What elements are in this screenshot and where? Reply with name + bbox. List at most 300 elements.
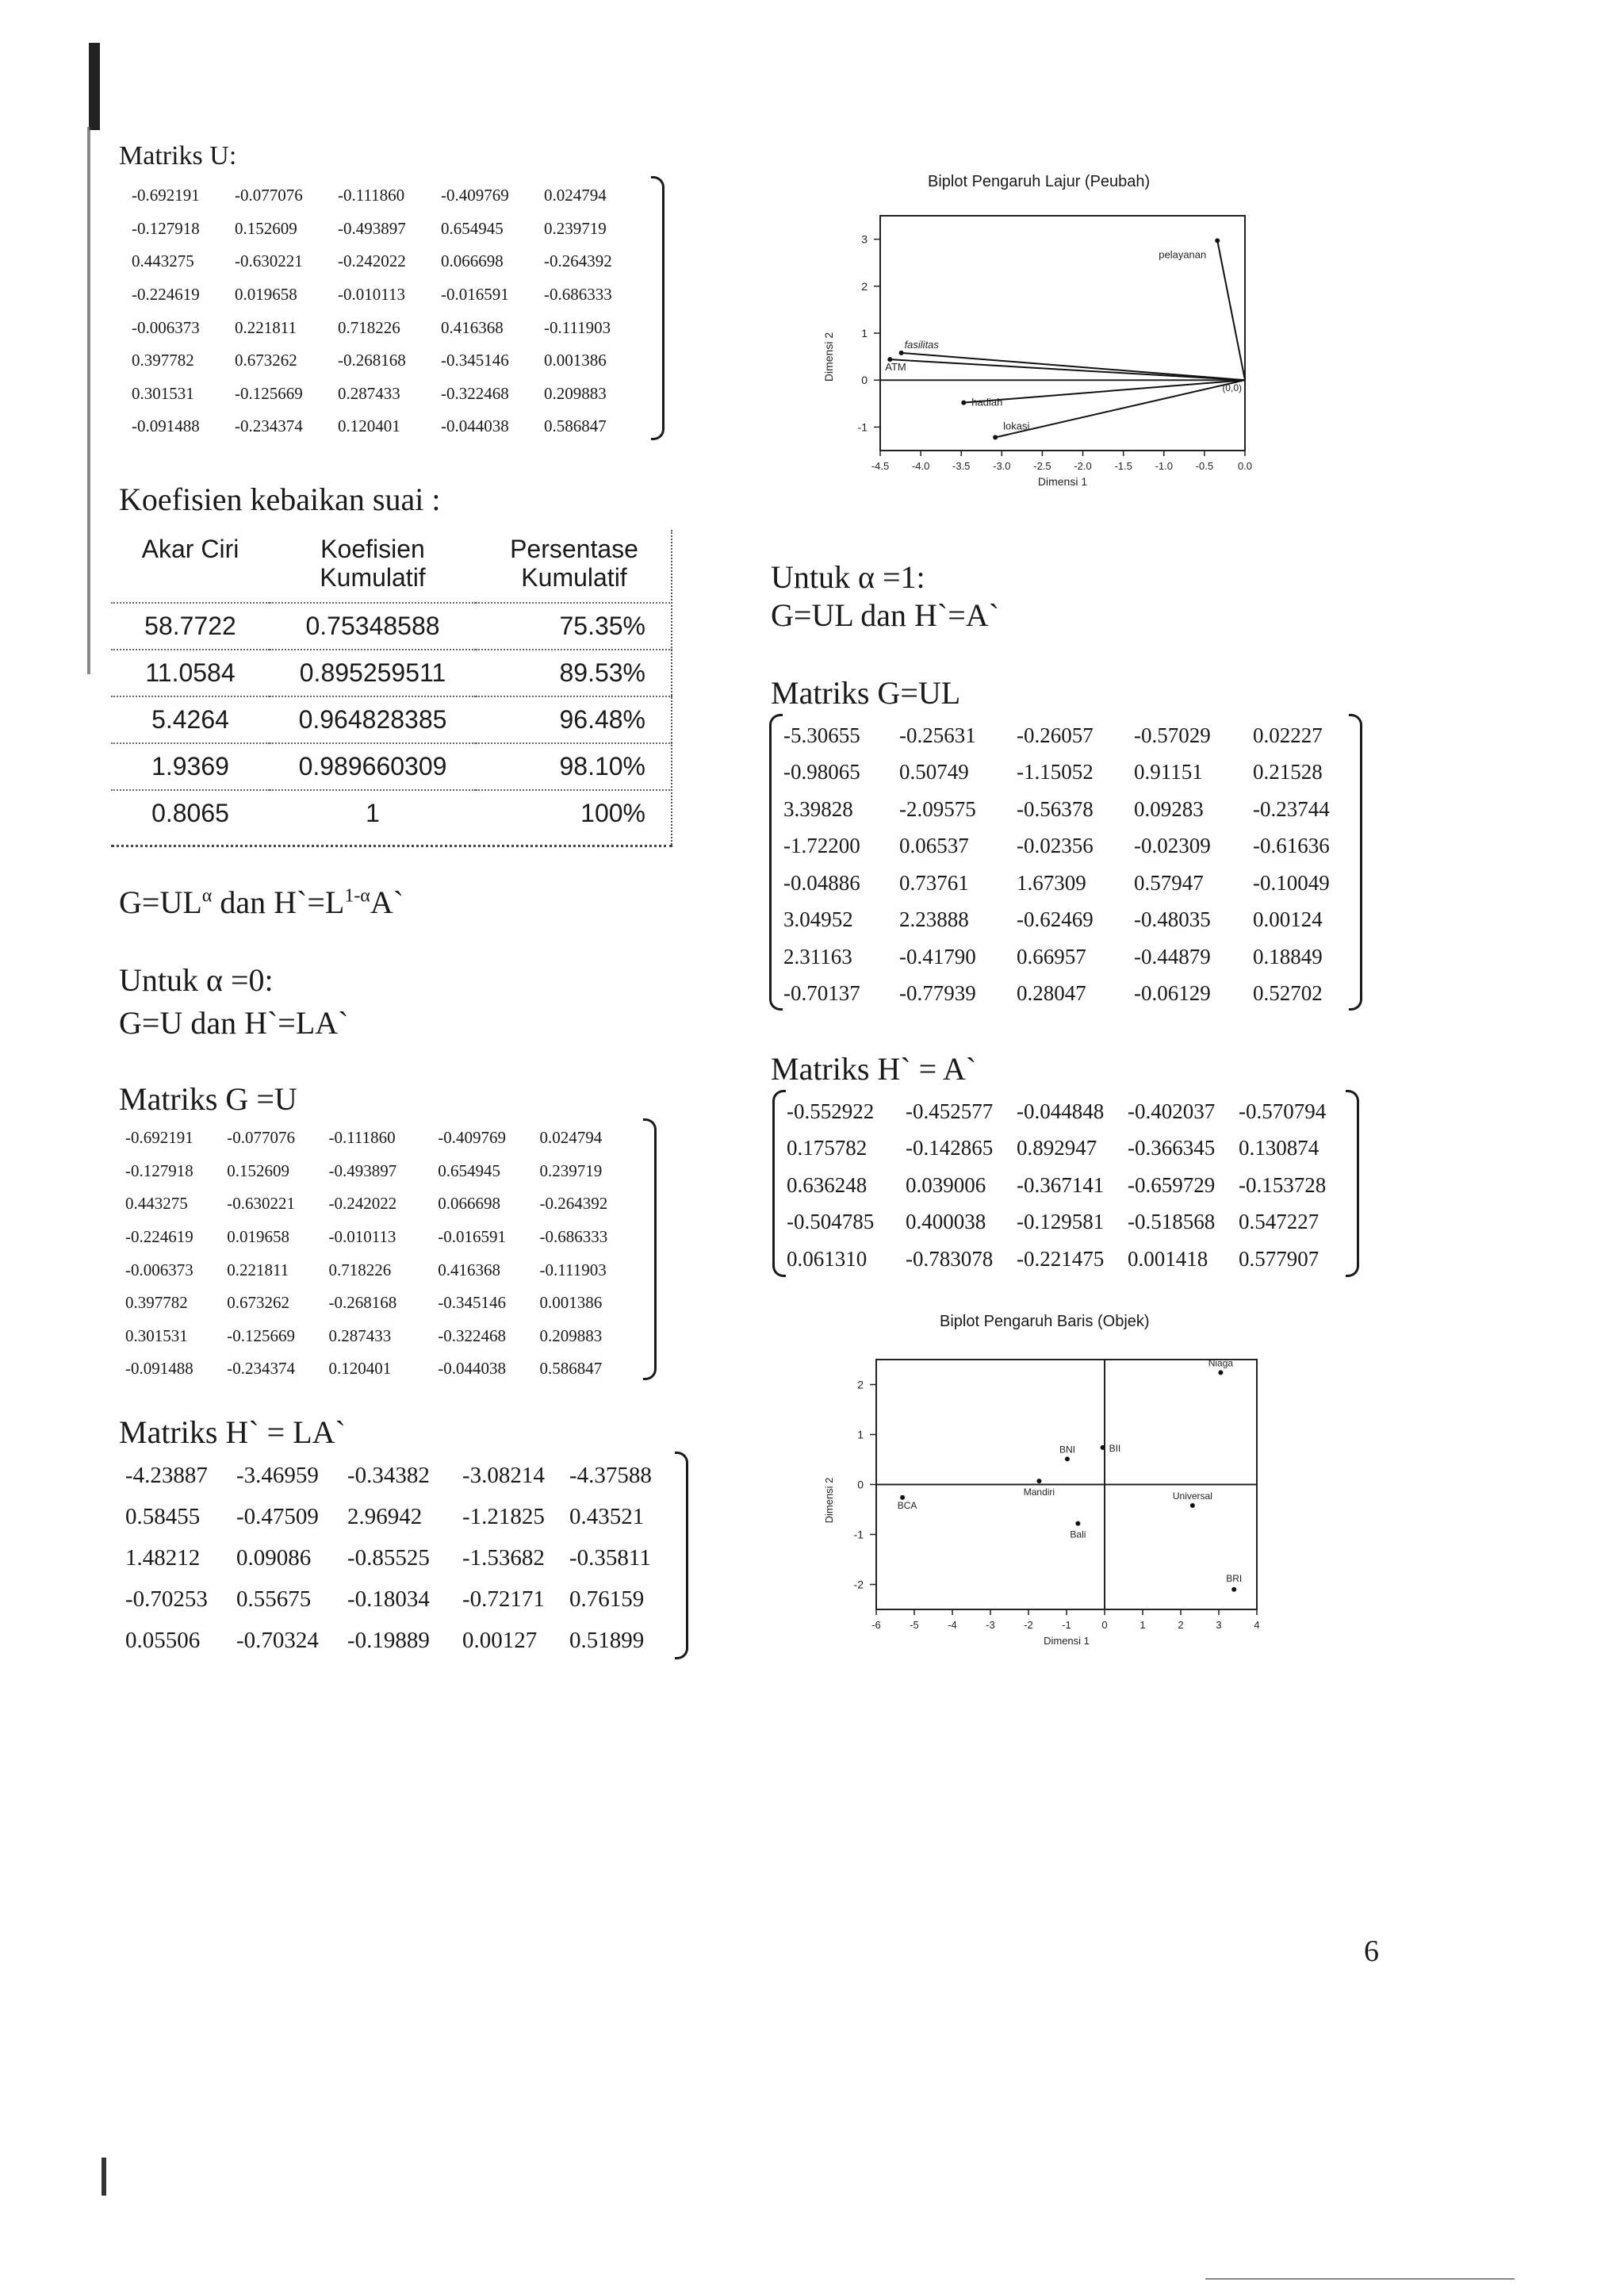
matrix-cell: 0.05506 xyxy=(125,1627,201,1653)
vector-ATM xyxy=(890,359,1245,380)
matrix-cell: 0.019658 xyxy=(235,285,297,305)
point-label-universal: Universal xyxy=(1172,1490,1212,1502)
matrix-cell: 0.209883 xyxy=(539,1325,603,1345)
matrix-cell: 0.586847 xyxy=(544,416,607,436)
point-bali xyxy=(1075,1521,1080,1526)
koefisien-cell: 0.895259511 xyxy=(270,650,476,696)
matrix-cell: -0.692191 xyxy=(132,186,200,205)
matrix-cell: 0.577907 xyxy=(1239,1246,1320,1271)
matrix-cell: -0.125669 xyxy=(227,1325,295,1345)
matrix-cell: -0.366345 xyxy=(1128,1136,1216,1160)
origin-label: (0,0) xyxy=(1222,382,1242,394)
matrix-cell: 1.48212 xyxy=(125,1544,201,1571)
koefisien-cell: 11.0584 xyxy=(111,650,270,696)
matrix-cell: -0.044848 xyxy=(1017,1099,1105,1123)
matrix-cell: 0.209883 xyxy=(544,383,607,403)
matrix-cell: 0.58455 xyxy=(125,1503,201,1529)
matrix-cell: -0.77939 xyxy=(899,981,976,1006)
matrix-row xyxy=(783,938,1356,976)
y-tick-label: 2 xyxy=(861,279,868,293)
x-tick-label: -1.5 xyxy=(1114,460,1132,472)
matrix-cell: -0.010113 xyxy=(338,285,405,305)
matrix-row xyxy=(132,278,663,312)
matrix-cell: -0.091488 xyxy=(132,416,200,436)
matrix-cell: -0.264392 xyxy=(544,251,612,271)
matrix-row xyxy=(125,1620,688,1661)
x-axis-label: Dimensi 1 xyxy=(1044,1635,1090,1647)
matrix-cell: 0.061310 xyxy=(787,1246,868,1271)
matrix-cell: 0.152609 xyxy=(227,1160,289,1180)
koefisien-cell: 89.53% xyxy=(476,650,672,696)
biplot-baris-chart xyxy=(817,1334,1277,1667)
y-tick-label: 0 xyxy=(857,1478,864,1491)
matrix-row xyxy=(783,828,1356,865)
matrix-row xyxy=(125,1122,657,1155)
x-axis-label: Dimensi 1 xyxy=(1037,475,1088,488)
matrix-cell: 0.673262 xyxy=(235,351,297,370)
matrix-row xyxy=(787,1130,1350,1168)
matrix-cell: 0.001418 xyxy=(1128,1246,1208,1271)
point-label-bali: Bali xyxy=(1070,1529,1086,1540)
matrix-cell: -0.48035 xyxy=(1134,907,1211,932)
point-label-bri: BRI xyxy=(1226,1572,1243,1584)
matrix-row xyxy=(125,1221,657,1254)
matrix-row xyxy=(125,1455,688,1496)
vector-label-lokasi: lokasi xyxy=(1003,420,1030,432)
matrix-cell: 0.52702 xyxy=(1253,981,1323,1006)
matrix-row xyxy=(125,1578,688,1620)
matrix-cell: 0.130874 xyxy=(1239,1136,1320,1160)
matrix-cell: -0.552922 xyxy=(787,1099,875,1123)
koefisien-row xyxy=(111,790,672,836)
matrix-cell: -0.61636 xyxy=(1253,834,1330,858)
matrix-cell: 0.66957 xyxy=(1017,944,1086,969)
vector-pelayanan xyxy=(1217,240,1245,380)
matrix-cell: 0.120401 xyxy=(338,416,400,436)
matrix-cell: 0.00124 xyxy=(1253,907,1323,932)
matriks-h-a-title: Matriks H` = A` xyxy=(771,1051,977,1087)
header-akar-ciri: Akar Ciri xyxy=(141,535,239,563)
matrix-cell: -0.125669 xyxy=(235,383,303,403)
x-tick-label: -2.0 xyxy=(1074,460,1092,472)
x-tick-label: -4 xyxy=(948,1619,957,1631)
matrix-cell: 0.397782 xyxy=(132,351,194,370)
vector-tip-fasilitas xyxy=(899,351,904,355)
matrix-cell: -0.19889 xyxy=(347,1627,430,1653)
matrix-cell: -0.111903 xyxy=(539,1260,607,1279)
matrix-cell: -0.41790 xyxy=(899,944,976,969)
matrix-cell: -0.57029 xyxy=(1134,723,1211,747)
vector-label-pelayanan: pelayanan xyxy=(1159,248,1207,261)
matrix-cell: -0.23744 xyxy=(1253,796,1330,821)
matrix-cell: 0.400038 xyxy=(906,1210,986,1234)
header-persentase-kumulatif: Persentase Kumulatif xyxy=(510,535,638,592)
matrix-cell: 0.547227 xyxy=(1239,1210,1320,1234)
matrix-cell: 0.301531 xyxy=(125,1325,188,1345)
biplot-lajur-title: Biplot Pengaruh Lajur (Peubah) xyxy=(928,173,1151,190)
matrix-cell: -0.630221 xyxy=(227,1194,295,1214)
matrix-row xyxy=(132,410,663,443)
matrix-cell: -1.21825 xyxy=(462,1503,545,1529)
x-tick-label: 0 xyxy=(1101,1619,1108,1631)
matrix-cell: -0.224619 xyxy=(125,1227,193,1247)
matrix-cell: -0.18034 xyxy=(347,1586,430,1612)
matrix-cell: 0.416368 xyxy=(441,317,504,337)
x-tick-label: 4 xyxy=(1254,1619,1260,1631)
matrix-cell: -0.242022 xyxy=(338,251,406,271)
matrix-cell: -0.345146 xyxy=(441,351,509,370)
scan-artifact-bottom xyxy=(102,2158,106,2196)
koefisien-cell: 58.7722 xyxy=(111,603,270,650)
matrix-cell: 0.673262 xyxy=(227,1293,289,1313)
koefisien-cell: 0.964828385 xyxy=(270,696,476,743)
scan-artifact-edge xyxy=(87,127,90,674)
alpha0-line2: G=U dan H`=LA` xyxy=(119,1005,349,1041)
matriks-u xyxy=(117,176,665,440)
matrix-row xyxy=(125,1320,657,1353)
matrix-cell: -0.659729 xyxy=(1128,1172,1216,1197)
matrix-cell: 2.31163 xyxy=(783,944,852,969)
matrix-cell: 2.23888 xyxy=(899,907,969,932)
matrix-cell: -0.345146 xyxy=(438,1293,507,1313)
page-number: 6 xyxy=(1364,1935,1379,1968)
alpha1-line2: G=UL dan H`=A` xyxy=(771,597,1000,633)
koefisien-table xyxy=(111,530,672,847)
alpha0-line1: Untuk α =0: xyxy=(119,962,274,998)
matrix-cell: -0.077076 xyxy=(227,1128,295,1148)
matrix-cell: -0.221475 xyxy=(1017,1246,1105,1271)
y-tick-label: -1 xyxy=(857,420,868,434)
x-tick-label: -2.5 xyxy=(1033,460,1051,472)
matrix-cell: 0.09283 xyxy=(1134,796,1204,821)
matrix-cell: -0.322468 xyxy=(438,1325,507,1345)
matrix-cell: -5.30655 xyxy=(783,723,860,747)
koefisien-row xyxy=(111,603,672,650)
matrix-cell: -0.322468 xyxy=(441,383,509,403)
point-label-bni: BNI xyxy=(1059,1444,1075,1456)
matrix-cell: -4.37588 xyxy=(569,1462,652,1488)
matrix-cell: -0.783078 xyxy=(906,1246,994,1271)
point-niaga xyxy=(1218,1370,1223,1375)
matrix-cell: -0.504785 xyxy=(787,1210,875,1234)
matrix-cell: -0.25631 xyxy=(899,723,976,747)
koefisien-cell: 0.989660309 xyxy=(270,743,476,790)
matrix-cell: -0.56378 xyxy=(1017,796,1094,821)
y-tick-label: 1 xyxy=(857,1428,864,1441)
matrix-cell: 0.287433 xyxy=(338,383,400,403)
koefisien-cell: 98.10% xyxy=(476,743,672,790)
matriks-h-la xyxy=(111,1452,688,1659)
matrix-cell: -0.692191 xyxy=(125,1128,193,1148)
koefisien-cell: 0.8065 xyxy=(111,790,270,836)
matrix-cell: -0.686333 xyxy=(544,285,612,305)
matrix-cell: -0.111860 xyxy=(338,186,405,205)
x-tick-label: 2 xyxy=(1178,1619,1184,1631)
matriks-g-u-title: Matriks G =U xyxy=(119,1081,297,1117)
x-tick-label: -3.0 xyxy=(993,460,1011,472)
x-tick-label: -3.5 xyxy=(952,460,971,472)
matrix-cell: -3.08214 xyxy=(462,1462,545,1488)
point-label-bii: BII xyxy=(1109,1442,1121,1454)
point-mandiri xyxy=(1036,1479,1041,1483)
matrix-cell: -0.264392 xyxy=(539,1194,608,1214)
matrix-cell: 0.120401 xyxy=(328,1359,392,1379)
matrix-cell: 0.175782 xyxy=(787,1136,868,1160)
matrix-cell: 0.636248 xyxy=(787,1172,868,1197)
matriks-u-title: Matriks U: xyxy=(119,141,237,171)
matrix-cell: 3.04952 xyxy=(783,907,853,932)
matrix-row xyxy=(125,1496,688,1537)
matrix-cell: -0.70137 xyxy=(783,981,860,1006)
y-axis-label: Dimensi 2 xyxy=(823,1477,835,1524)
matrix-row xyxy=(783,902,1356,939)
y-tick-label: -2 xyxy=(853,1578,864,1591)
vector-tip-hadiah xyxy=(961,401,966,405)
vector-label-fasilitas: fasilitas xyxy=(904,338,939,351)
matrix-cell: 0.654945 xyxy=(438,1160,501,1180)
matrix-cell: 0.239719 xyxy=(544,218,607,238)
matrix-cell: 1.67309 xyxy=(1017,870,1086,895)
matrix-row xyxy=(787,1167,1350,1204)
matrix-cell: -0.402037 xyxy=(1128,1099,1216,1123)
x-tick-label: -6 xyxy=(871,1619,881,1631)
matrix-row xyxy=(132,179,663,213)
matrix-row xyxy=(787,1204,1350,1241)
koefisien-cell: 100% xyxy=(476,790,672,836)
matrix-cell: 0.066698 xyxy=(438,1194,501,1214)
matrix-cell: 0.09086 xyxy=(236,1544,312,1571)
koefisien-cell: 75.35% xyxy=(476,603,672,650)
matrix-cell: -0.72171 xyxy=(462,1586,545,1612)
y-tick-label: 0 xyxy=(861,374,868,387)
koefisien-title: Koefisien kebaikan suai : xyxy=(119,481,441,517)
matrix-cell: 0.57947 xyxy=(1134,870,1204,895)
y-tick-label: 2 xyxy=(857,1378,864,1391)
matrix-cell: -0.129581 xyxy=(1017,1210,1105,1234)
matrix-row xyxy=(783,754,1356,792)
x-tick-label: 1 xyxy=(1139,1619,1146,1631)
matrix-cell: -0.111860 xyxy=(328,1128,396,1148)
matrix-cell: -0.98065 xyxy=(783,760,860,784)
matrix-cell: -0.077076 xyxy=(235,186,303,205)
matrix-row xyxy=(125,1287,657,1320)
point-universal xyxy=(1190,1503,1195,1508)
matrix-cell: 0.55675 xyxy=(236,1586,312,1612)
matrix-row xyxy=(132,245,663,278)
point-label-niaga: Niaga xyxy=(1208,1357,1234,1369)
matrix-cell: -0.493897 xyxy=(328,1160,397,1180)
matrix-cell: 0.718226 xyxy=(328,1260,392,1279)
formula-line: $G=UL^\alpha$ dan $H`=L^{1-\alpha}A`$ xyxy=(119,884,404,920)
matrix-row xyxy=(132,213,663,246)
koefisien-cell: 0.75348588 xyxy=(270,603,476,650)
matrix-cell: -0.70324 xyxy=(236,1627,319,1653)
matrix-cell: 0.00127 xyxy=(462,1627,538,1653)
matrix-row xyxy=(125,1537,688,1578)
matrix-cell: -1.72200 xyxy=(783,834,860,858)
vector-label-ATM: ATM xyxy=(885,361,906,374)
koefisien-row xyxy=(111,743,672,790)
matrix-cell: -0.35811 xyxy=(569,1544,651,1571)
matrix-row xyxy=(783,717,1356,754)
matrix-cell: 0.91151 xyxy=(1134,760,1203,784)
matrix-row xyxy=(132,344,663,378)
matriks-g-ul-title: Matriks G=UL xyxy=(771,675,961,711)
matrix-cell: -0.686333 xyxy=(539,1227,608,1247)
matrix-cell: -0.127918 xyxy=(125,1160,193,1180)
matrix-cell: 0.152609 xyxy=(235,218,297,238)
header-koefisien-kumulatif: Koefisien Kumulatif xyxy=(320,535,426,592)
x-tick-label: -4.0 xyxy=(911,460,930,472)
matrix-cell: 0.416368 xyxy=(438,1260,501,1279)
matrix-cell: -0.268168 xyxy=(338,351,406,370)
matrix-cell: 0.287433 xyxy=(328,1325,392,1345)
biplot-lajur-chart xyxy=(817,197,1293,506)
matrix-cell: -0.016591 xyxy=(441,285,509,305)
matrix-cell: -3.46959 xyxy=(236,1462,319,1488)
matrix-cell: -0.85525 xyxy=(347,1544,430,1571)
matrix-cell: 0.76159 xyxy=(569,1586,645,1612)
matrix-cell: -0.630221 xyxy=(235,251,303,271)
matrix-cell: -0.493897 xyxy=(338,218,406,238)
matrix-cell: 0.024794 xyxy=(544,186,607,205)
koefisien-cell: 1 xyxy=(270,790,476,836)
matrix-cell: 0.443275 xyxy=(125,1194,188,1214)
matrix-cell: 2.96942 xyxy=(347,1503,423,1529)
matrix-cell: -0.06129 xyxy=(1134,981,1211,1006)
point-label-mandiri: Mandiri xyxy=(1023,1486,1055,1498)
matrix-cell: -0.34382 xyxy=(347,1462,430,1488)
matrix-cell: -4.23887 xyxy=(125,1462,208,1488)
matrix-cell: -0.153728 xyxy=(1239,1172,1327,1197)
matrix-cell: -0.570794 xyxy=(1239,1099,1327,1123)
matrix-cell: -1.53682 xyxy=(462,1544,545,1571)
vector-tip-pelayanan xyxy=(1215,238,1220,243)
y-tick-label: 3 xyxy=(861,232,868,246)
matrix-cell: -0.044038 xyxy=(441,416,509,436)
koefisien-cell: 5.4264 xyxy=(111,696,270,743)
vector-hadiah xyxy=(963,380,1245,402)
matrix-row xyxy=(125,1155,657,1188)
matrix-cell: 0.50749 xyxy=(899,760,969,784)
y-tick-label: -1 xyxy=(853,1528,864,1541)
matrix-row xyxy=(783,865,1356,902)
matrix-cell: 0.654945 xyxy=(441,218,504,238)
x-tick-label: -1.0 xyxy=(1155,460,1173,472)
point-bni xyxy=(1065,1456,1070,1461)
matriks-h-la-title: Matriks H` = LA` xyxy=(119,1414,346,1450)
koefisien-row xyxy=(111,696,672,743)
point-bii xyxy=(1101,1445,1105,1450)
biplot-baris-title: Biplot Pengaruh Baris (Objek) xyxy=(940,1313,1150,1330)
matrix-cell: 0.06537 xyxy=(899,834,969,858)
matrix-cell: 0.18849 xyxy=(1253,944,1323,969)
koefisien-cell: 1.9369 xyxy=(111,743,270,790)
matrix-cell: -0.091488 xyxy=(125,1359,193,1379)
matrix-cell: -0.02356 xyxy=(1017,834,1094,858)
matrix-cell: 0.28047 xyxy=(1017,981,1086,1006)
point-label-bca: BCA xyxy=(897,1499,917,1511)
matrix-cell: 3.39828 xyxy=(783,796,853,821)
koefisien-row xyxy=(111,650,672,696)
matrix-cell: 0.21528 xyxy=(1253,760,1323,784)
matrix-cell: -0.142865 xyxy=(906,1136,994,1160)
matrix-cell: 0.02227 xyxy=(1253,723,1323,747)
x-tick-label: 3 xyxy=(1216,1619,1222,1631)
y-tick-label: 1 xyxy=(861,327,868,339)
vector-lokasi xyxy=(995,380,1245,437)
matrix-row xyxy=(132,378,663,411)
matrix-cell: -0.47509 xyxy=(236,1503,319,1529)
matrix-cell: -0.26057 xyxy=(1017,723,1094,747)
matrix-cell: -0.409769 xyxy=(438,1128,507,1148)
matrix-cell: -0.518568 xyxy=(1128,1210,1216,1234)
matrix-cell: 0.892947 xyxy=(1017,1136,1097,1160)
matrix-row xyxy=(783,791,1356,828)
alpha1-line1: Untuk α =1: xyxy=(771,559,925,595)
vector-label-hadiah: hadiah xyxy=(971,396,1003,409)
matrix-cell: -0.006373 xyxy=(132,317,200,337)
vector-fasilitas xyxy=(902,353,1245,380)
matrix-row xyxy=(132,311,663,344)
matrix-cell: 0.239719 xyxy=(539,1160,603,1180)
matrix-cell: 0.001386 xyxy=(539,1293,603,1313)
matrix-cell: 0.51899 xyxy=(569,1627,645,1653)
vector-tip-lokasi xyxy=(993,435,998,439)
x-tick-label: -1 xyxy=(1062,1619,1071,1631)
matrix-cell: -0.224619 xyxy=(132,285,200,305)
matrix-cell: -2.09575 xyxy=(899,796,976,821)
y-axis-label: Dimensi 2 xyxy=(822,332,835,382)
matrix-cell: 0.001386 xyxy=(544,351,607,370)
matrix-cell: 0.039006 xyxy=(906,1172,986,1197)
matrix-cell: -0.044038 xyxy=(438,1359,507,1379)
matrix-cell: -0.234374 xyxy=(227,1359,295,1379)
x-tick-label: -0.5 xyxy=(1195,460,1214,472)
scan-artifact-top xyxy=(89,43,100,130)
matrix-row xyxy=(787,1093,1350,1130)
x-tick-label: -3 xyxy=(986,1619,995,1631)
matriks-g-u xyxy=(111,1118,657,1380)
matrix-cell: -0.409769 xyxy=(441,186,509,205)
matrix-cell: 0.221811 xyxy=(227,1260,289,1279)
matrix-cell: 0.221811 xyxy=(235,317,297,337)
matrix-cell: -0.268168 xyxy=(328,1293,397,1313)
matrix-cell: 0.397782 xyxy=(125,1293,188,1313)
x-tick-label: -2 xyxy=(1024,1619,1033,1631)
matrix-cell: -0.452577 xyxy=(906,1099,994,1123)
matrix-cell: 0.43521 xyxy=(569,1503,645,1529)
matrix-cell: -0.70253 xyxy=(125,1586,208,1612)
scan-artifact-line xyxy=(1205,2278,1515,2280)
matrix-cell: 0.024794 xyxy=(539,1128,603,1148)
matrix-cell: 0.443275 xyxy=(132,251,194,271)
matrix-cell: 0.586847 xyxy=(539,1359,603,1379)
matrix-cell: -0.111903 xyxy=(544,317,611,337)
matrix-cell: 0.019658 xyxy=(227,1227,289,1247)
x-tick-label: 0.0 xyxy=(1237,460,1253,472)
matrix-cell: -0.016591 xyxy=(438,1227,507,1247)
matrix-row xyxy=(125,1352,657,1386)
matriks-h-a xyxy=(772,1090,1359,1277)
matrix-cell: 0.066698 xyxy=(441,251,504,271)
matrix-row xyxy=(125,1253,657,1287)
matrix-cell: 0.301531 xyxy=(132,383,194,403)
matrix-cell: 0.73761 xyxy=(899,870,969,895)
koefisien-cell: 96.48% xyxy=(476,696,672,743)
matrix-cell: 0.718226 xyxy=(338,317,400,337)
point-bri xyxy=(1231,1587,1236,1592)
